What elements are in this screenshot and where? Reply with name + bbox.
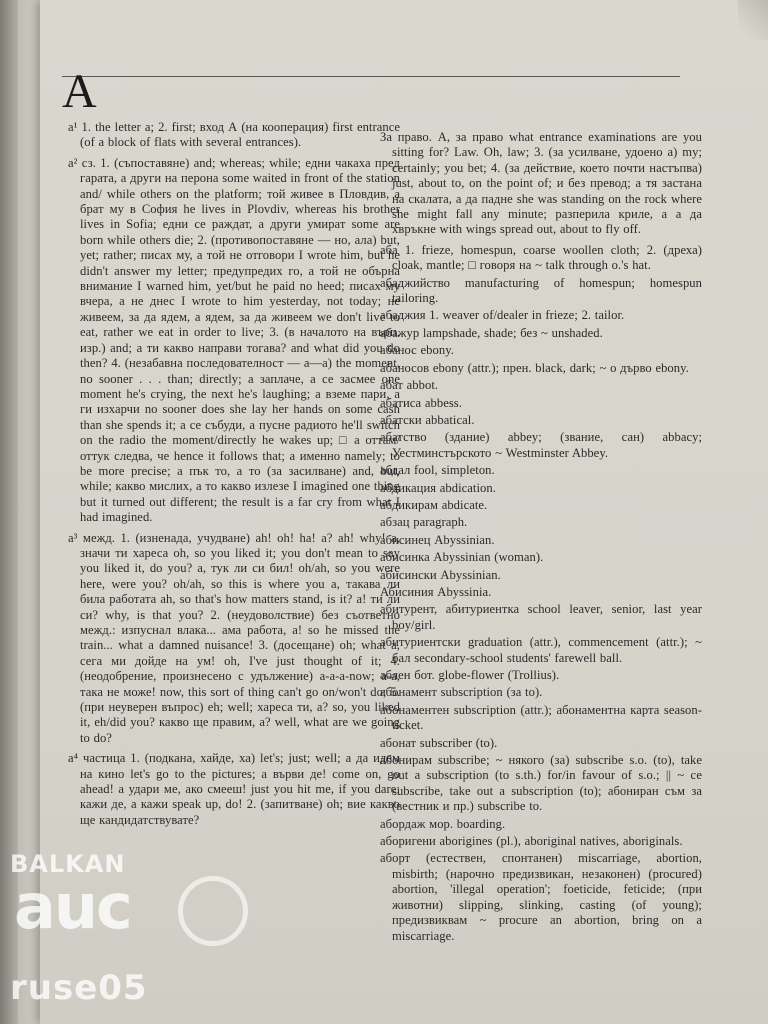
dictionary-entry: абонат subscriber (to).: [380, 735, 498, 750]
dictionary-entry: а⁴ частица 1. (подкана, хайде, ха) let's; just; well; а да идем на кино let's go to the pictures; а върви де! come on, go ahead! а удари ме, ако смееш! just you hit me, if you dare; кажи де, а кажи speak up, do! 2. (запитване) oh; вие какво ще кандидатствувате?: [68, 751, 400, 827]
dictionary-entry: абажур lampshade, shade; без ~ unshaded.: [380, 325, 603, 340]
dictionary-entry: абатиса abbess.: [380, 395, 462, 410]
dictionary-entry: абаджия 1. weaver of/dealer in frieze; 2. tailor.: [380, 308, 625, 323]
section-letter: A: [62, 65, 97, 118]
dictionary-entry: абдикация abdication.: [380, 480, 496, 495]
dictionary-entry: аборт (естествен, спонтанен) miscarriage, abortion, misbirth; (нарочно предизвикан, незаконен) (procured) abortion, 'illegal operation'; foeticide, feticide; (при животни) slipping, slinking, casting (of young); предизвиквам ~ procure an abortion, bring on a miscarriage.: [380, 851, 702, 943]
previous-page-edge: [0, 0, 18, 1024]
dictionary-entry: а² сз. 1. (съпоставяне) and; whereas; while; едни чакаха пред гарата, а други на перона some waited in front of the station and/ while others on the platform; той живее в Пловдив, а брат му в София he lives in Plovdiv, whereas his brother lives in Sofia; едни се раждат, а други умират some are born while others die; 2. (противопоставяне — но, ала) but, yet; rather; писах му, а той не отговори I wrote him, but he didn't answer my letter; предупредих го, а той не обърна внимание I warned him, yet/but he paid no heed; писах му вчера, а не днес I wrote to him yesterday, not today; не живеем, за да ядем, а ядем, за да живеем we don't live to eat, rather we eat in order to live; 3. (в началото на върп. изр.) and; а ти какво направи тогава? and what did you do then? 4. (незабавна последователност — а—а) the moment, no sooner . . . than; directly; a заплаче, а се засмее one moment he's crying, the next he's laughing; а вземе пари, а ги изхарчи no sooner does she lay her hands on some cash than she spends it; а се събуди, а пусне радиото he'll switch on the radio the moment/directly he wakes up; □ а оттам/оттук следва, че hence it follows that; а именно namely; to be more precise; а пък то, а то (за засилване) and, but, while; какво мислих, а то какво излезе I imagined one thing but it turned out different; the result is a far cry from what I had imagined.: [68, 155, 400, 525]
dictionary-entry: абонамент subscription (за to).: [380, 685, 543, 700]
dictionary-entry: абордаж мор. boarding.: [380, 816, 506, 831]
left-column: [68, 120, 400, 830]
dictionary-entry: абитуриентски graduation (attr.), commencement (attr.); ~ бал secondary-school students' farewell ball.: [380, 635, 702, 665]
dictionary-entry: Абисиния Abyssinia.: [380, 584, 492, 599]
watermark-user-text: ruse05: [10, 968, 148, 1008]
dictionary-entry: абатски abbatical.: [380, 412, 475, 427]
dictionary-entry: абаносов ebony (attr.); прен. black, dark; ~ о дърво ebony.: [380, 360, 689, 375]
right-column: [380, 130, 702, 946]
dictionary-entry: абдал fool, simpleton.: [380, 463, 495, 478]
dictionary-entry: а³ межд. 1. (изненада, учудване) ah! oh! ha! а? ah! why! а, значи ти хареса oh, so you liked it; you don't mean to say you liked it, do you? а, тук ли си бил! oh/ah, so you were here, were you? oh/ah, so this is where you а, такава ли била работата ah, so that's how matters stand, is it? а! ти ли си? why, is that you? 2. (неудоволствие) без съответно межд.: изпуснал влака... ама работа, а! so he missed the train... what a damned nuisance! 3. (досещане) oh; what а, сега ми дойде на ум! oh, I've just thought of it; 4. (неодобрение, произнесено с удължение) а-а-а-now; а-а, така не може! now, this sort of thing can't go on/won't do; 5. (при неуверен въпрос) eh; well; хареса ти, а? so, you liked it, eh/did you? какво ще правим, а? well, what are we going to do?: [68, 530, 400, 745]
dictionary-entry: аблен бот. globe-flower (Trollius).: [380, 668, 560, 682]
page-corner-shadow: [738, 0, 768, 40]
dictionary-entry: абдикирам abdicate.: [380, 497, 488, 512]
dictionary-entry: абат abbot.: [380, 378, 439, 393]
dictionary-entry: абанос ebony.: [380, 343, 454, 358]
dictionary-entry: абаджийство manufacturing of homespun; homespun tailoring.: [380, 275, 702, 306]
dictionary-entry: аба 1. frieze, homespun, coarse woollen cloth; 2. (дреха) cloak, mantle; □ говоря на ~ talk through o.'s hat.: [380, 242, 702, 273]
header-rule: [62, 76, 680, 77]
dictionary-entry: абитурент, абитуриентка school leaver, senior, last year boy/girl.: [380, 602, 702, 632]
watermark-top-text: BALKAN: [10, 850, 126, 878]
dictionary-entry: абонаментен subscription (attr.); абонаментна карта season-ticket.: [380, 702, 702, 733]
dictionary-entry: абисинец Abyssinian.: [380, 532, 495, 547]
dictionary-entry: абонирам subscribe; ~ някого (за) subscribe s.o. (to), take out a subscription (to s.th.) for/in favour of s.o.; || ~ се subscribe, take out a subscription (to); абониран съм за (вестник и пр.) subscribe to.: [380, 753, 702, 814]
dictionary-entry: абатство (здание) abbey; (звание, сан) abbacy; Уестминстърското ~ Westminster Abbey.: [380, 430, 702, 460]
dictionary-entry: аборигени aborigines (pl.), aboriginal natives, aboriginals.: [380, 834, 683, 849]
dictionary-entry: а¹ 1. the letter a; 2. first; вход А (на кооперация) first entrance (of a block of flats with several entrances).: [68, 120, 400, 150]
dictionary-entry: За право. А, за право what entrance examinations are you sitting for? Law. Oh, law; 3. (за усилване, удоено а) my; certainly; you bet; 4. (за действие, което почти настъпва) just, about to, on the point of; и без превод; а тя застана на скалата, а да падне she was standing on the rock where she might fall any minute; разперила криле, а а да хвръкне with wings spread out, about to fly off.: [380, 130, 702, 237]
dictionary-entry: абисински Abyssinian.: [380, 567, 501, 582]
dictionary-entry: абисинка Abyssinian (woman).: [380, 550, 544, 565]
watermark-logo-text: auc: [14, 870, 131, 943]
dictionary-entry: абзац paragraph.: [380, 515, 468, 530]
